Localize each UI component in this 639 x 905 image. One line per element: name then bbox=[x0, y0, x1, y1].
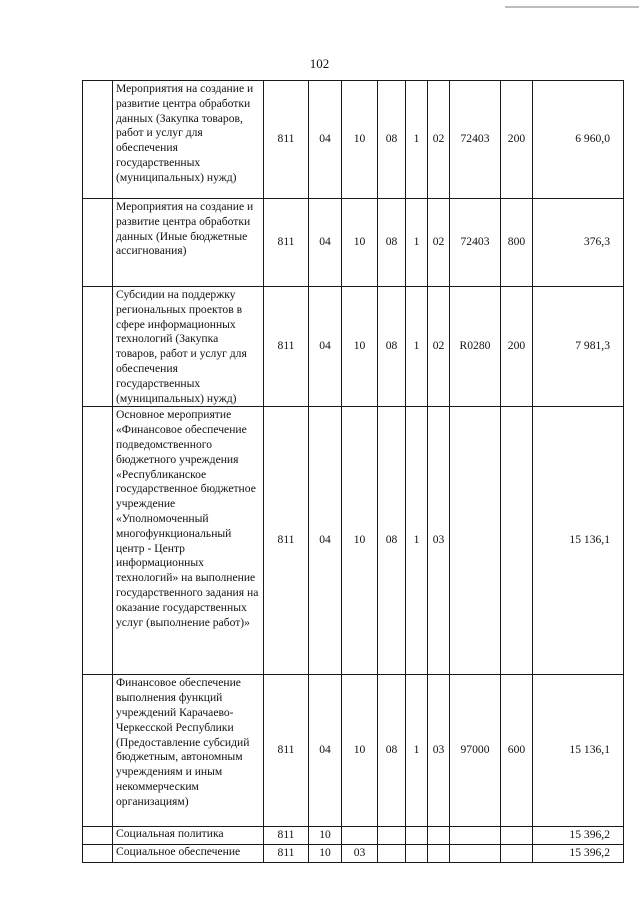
subsection-code-cell: 10 bbox=[342, 81, 378, 199]
amount-cell: 15 136,1 bbox=[533, 675, 624, 827]
subsection-code-cell: 10 bbox=[342, 287, 378, 407]
subprogram-code-cell: 1 bbox=[406, 81, 428, 199]
expense-type-cell bbox=[501, 827, 533, 845]
table-row bbox=[83, 407, 624, 675]
item-name-cell: Субсидии на поддержку региональных проектов в сфере информационных технологий (Закупка товаров, работ и услуг для обеспечения государственных (муниципальных) нужд) bbox=[113, 287, 264, 407]
subprogram-code-cell: 1 bbox=[406, 675, 428, 827]
amount-cell: 15 396,2 bbox=[533, 827, 624, 845]
section-code-cell: 04 bbox=[309, 81, 342, 199]
subprogram-code-cell bbox=[406, 845, 428, 863]
program-code-cell: 08 bbox=[378, 675, 406, 827]
program-code-cell bbox=[378, 845, 406, 863]
section-code-cell: 04 bbox=[309, 675, 342, 827]
admin-code-cell: 811 bbox=[264, 827, 309, 845]
item-name-cell: Мероприятия на создание и развитие центра обработки данных (Иные бюджетные ассигнования) bbox=[113, 199, 264, 287]
section-code-cell: 04 bbox=[309, 407, 342, 675]
subsection-code-cell: 10 bbox=[342, 199, 378, 287]
item-name-cell: Мероприятия на создание и развитие центра обработки данных (Закупка товаров, работ и услуг для обеспечения государственных (муниципальных) нужд) bbox=[113, 81, 264, 199]
expense-direction-cell bbox=[450, 827, 501, 845]
page-number: 102 bbox=[309, 56, 330, 71]
amount-cell: 15 136,1 bbox=[533, 407, 624, 675]
subsection-code-cell bbox=[342, 827, 378, 845]
amount-cell: 15 396,2 bbox=[533, 845, 624, 863]
expense-type-cell: 200 bbox=[501, 81, 533, 199]
activity-code-cell bbox=[428, 827, 450, 845]
expense-type-cell: 200 bbox=[501, 287, 533, 407]
admin-code-cell: 811 bbox=[264, 199, 309, 287]
admin-code-cell: 811 bbox=[264, 845, 309, 863]
subsection-code-cell: 10 bbox=[342, 407, 378, 675]
expense-type-cell: 800 bbox=[501, 199, 533, 287]
expense-direction-cell: 72403 bbox=[450, 199, 501, 287]
blank-cell bbox=[83, 81, 113, 199]
program-code-cell: 08 bbox=[378, 81, 406, 199]
expense-direction-cell bbox=[450, 407, 501, 675]
program-code-cell: 08 bbox=[378, 407, 406, 675]
activity-code-cell: 02 bbox=[428, 199, 450, 287]
item-name-cell: Социальное обеспечение bbox=[113, 845, 264, 863]
blank-cell bbox=[83, 845, 113, 863]
activity-code-cell bbox=[428, 845, 450, 863]
amount-cell: 6 960,0 bbox=[533, 81, 624, 199]
table-row bbox=[83, 675, 624, 827]
blank-cell bbox=[83, 407, 113, 675]
blank-cell bbox=[83, 287, 113, 407]
blank-cell bbox=[83, 827, 113, 845]
admin-code-cell: 811 bbox=[264, 81, 309, 199]
table-row bbox=[83, 827, 624, 845]
table-row bbox=[83, 287, 624, 407]
activity-code-cell: 03 bbox=[428, 675, 450, 827]
item-name-cell: Финансовое обеспечение выполнения функций учреждений Карачаево-Черкесской Республики (Предоставление субсидий бюджетным, автономным учреждениям и иным некоммерческим организациям) bbox=[113, 675, 264, 827]
section-code-cell: 04 bbox=[309, 287, 342, 407]
activity-code-cell: 03 bbox=[428, 407, 450, 675]
admin-code-cell: 811 bbox=[264, 675, 309, 827]
activity-code-cell: 02 bbox=[428, 81, 450, 199]
admin-code-cell: 811 bbox=[264, 287, 309, 407]
activity-code-cell: 02 bbox=[428, 287, 450, 407]
subprogram-code-cell: 1 bbox=[406, 287, 428, 407]
expense-direction-cell: R0280 bbox=[450, 287, 501, 407]
blank-cell bbox=[83, 199, 113, 287]
scan-edge-line bbox=[505, 6, 639, 8]
subsection-code-cell: 03 bbox=[342, 845, 378, 863]
subprogram-code-cell: 1 bbox=[406, 199, 428, 287]
table-row bbox=[83, 845, 624, 863]
table-row bbox=[83, 81, 624, 199]
subsection-code-cell: 10 bbox=[342, 675, 378, 827]
item-name-cell: Основное мероприятие «Финансовое обеспечение подведомственного бюджетного учреждения «Республиканское государственное бюджетное учреждение «Уполномоченный многофункциональный центр - Центр информационных технологий» на выполнение государственного задания на оказание государственных услуг (выполнение работ)» bbox=[113, 407, 264, 675]
item-name-cell: Социальная политика bbox=[113, 827, 264, 845]
program-code-cell: 08 bbox=[378, 287, 406, 407]
subprogram-code-cell bbox=[406, 827, 428, 845]
section-code-cell: 04 bbox=[309, 199, 342, 287]
budget-table bbox=[82, 80, 624, 863]
amount-cell: 7 981,3 bbox=[533, 287, 624, 407]
expense-direction-cell bbox=[450, 845, 501, 863]
table-row bbox=[83, 199, 624, 287]
section-code-cell: 10 bbox=[309, 827, 342, 845]
section-code-cell: 10 bbox=[309, 845, 342, 863]
expense-direction-cell: 72403 bbox=[450, 81, 501, 199]
expense-type-cell bbox=[501, 407, 533, 675]
expense-type-cell bbox=[501, 845, 533, 863]
program-code-cell bbox=[378, 827, 406, 845]
subprogram-code-cell: 1 bbox=[406, 407, 428, 675]
amount-cell: 376,3 bbox=[533, 199, 624, 287]
expense-direction-cell: 97000 bbox=[450, 675, 501, 827]
program-code-cell: 08 bbox=[378, 199, 406, 287]
blank-cell bbox=[83, 675, 113, 827]
expense-type-cell: 600 bbox=[501, 675, 533, 827]
admin-code-cell: 811 bbox=[264, 407, 309, 675]
